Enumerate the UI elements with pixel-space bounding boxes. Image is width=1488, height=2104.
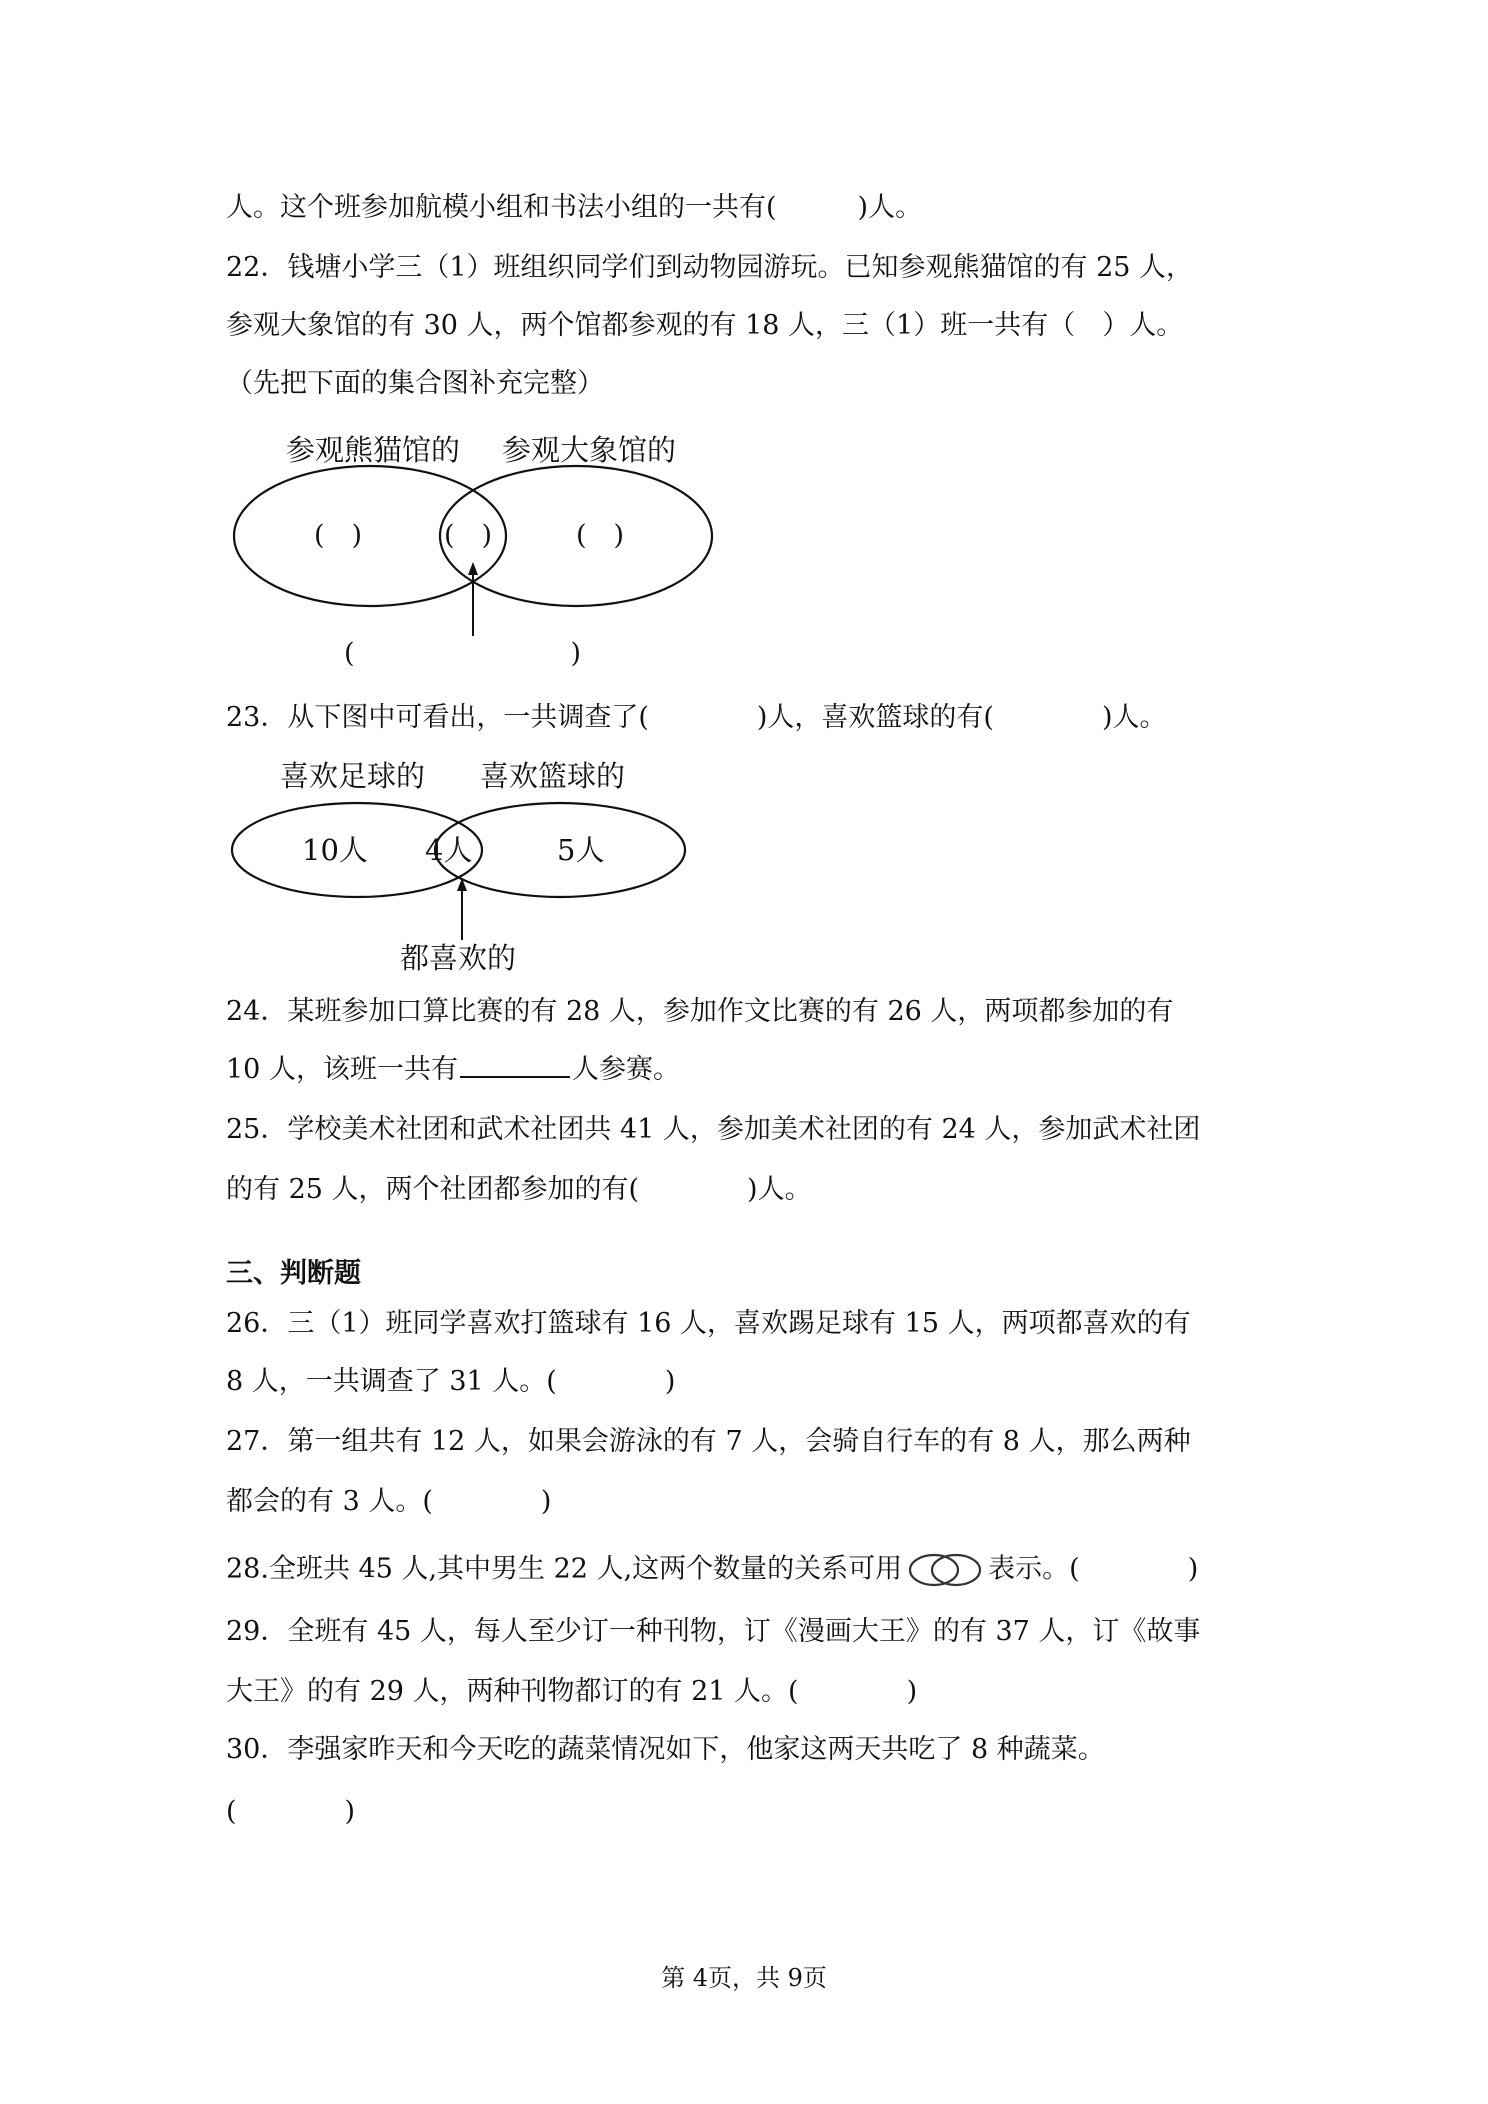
- q29-line2: 大王》的有 29 人，两种刊物都订的有 21 人。( ): [226, 1676, 918, 1707]
- q24-line2-post: 人参赛。: [571, 1054, 680, 1085]
- q25-line1: 25．学校美术社团和武术社团共 41 人，参加美术社团的有 24 人，参加武术社团: [226, 1114, 1201, 1145]
- venn23-label-left: 喜欢足球的: [280, 759, 426, 793]
- venn22-right-blank: ( ): [576, 520, 625, 551]
- venn23-right-value: 5人: [557, 833, 605, 867]
- q26-line1: 26．三（1）班同学喜欢打篮球有 16 人，喜欢踢足球有 15 人，两项都喜欢的有: [226, 1308, 1191, 1339]
- venn22-label-right: 参观大象馆的: [502, 433, 677, 467]
- q21-continuation: 人。这个班参加航模小组和书法小组的一共有( )人。: [226, 192, 923, 223]
- q24-answer-blank[interactable]: [460, 1052, 570, 1078]
- page-footer: 第 4页，共 9页: [661, 1964, 827, 1992]
- q24-line2-pre: 10 人，该班一共有: [226, 1054, 458, 1085]
- q22-line2: 参观大象馆的有 30 人，两个馆都参观的有 18 人，三（1）班一共有（ ）人。: [226, 310, 1184, 341]
- venn22-bottom-blank: ( ): [344, 638, 582, 669]
- venn23-bottom-label: 都喜欢的: [400, 941, 517, 975]
- q24-line2: [226, 1052, 680, 1088]
- venn23-label-right: 喜欢篮球的: [480, 759, 626, 793]
- q24-line1: 24．某班参加口算比赛的有 28 人，参加作文比赛的有 26 人，两项都参加的有: [226, 996, 1174, 1027]
- q27-line1: 27．第一组共有 12 人，如果会游泳的有 7 人，会骑自行车的有 8 人，那么两种: [226, 1426, 1191, 1457]
- q28-post: 表示。( ): [988, 1553, 1199, 1585]
- q22-line1: 22．钱塘小学三（1）班组织同学们到动物园游玩。已知参观熊猫馆的有 25 人，: [226, 252, 1194, 283]
- q26-line2: 8 人，一共调查了 31 人。( ): [226, 1366, 676, 1397]
- venn-overlap-icon: [904, 1550, 986, 1590]
- q23-line: 23．从下图中可看出，一共调查了( )人，喜欢篮球的有( )人。: [226, 702, 1167, 733]
- q28-pre: 28.全班共 45 人,其中男生 22 人,这两个数量的关系可用: [226, 1553, 903, 1585]
- q27-line2: 都会的有 3 人。( ): [226, 1486, 552, 1517]
- venn23-left-value: 10人: [302, 833, 368, 867]
- venn23-middle-value: 4人: [425, 833, 473, 867]
- venn23-shapes: [0, 0, 1488, 1000]
- venn22-middle-blank: ( ): [444, 520, 493, 551]
- section-heading-judgement: 三、判断题: [226, 1258, 361, 1289]
- q30-line2: ( ): [226, 1796, 356, 1827]
- q29-line1: 29．全班有 45 人，每人至少订一种刊物，订《漫画大王》的有 37 人，订《故事: [226, 1616, 1201, 1647]
- q25-line2: 的有 25 人，两个社团都参加的有( )人。: [226, 1174, 812, 1205]
- q30-line1: 30．李强家昨天和今天吃的蔬菜情况如下，他家这两天共吃了 8 种蔬菜。: [226, 1734, 1105, 1765]
- q22-line3: （先把下面的集合图补充完整）: [226, 368, 604, 399]
- venn22-left-blank: ( ): [314, 520, 363, 551]
- venn22-label-left: 参观熊猫馆的: [286, 433, 461, 467]
- q28-line: [226, 1550, 1198, 1590]
